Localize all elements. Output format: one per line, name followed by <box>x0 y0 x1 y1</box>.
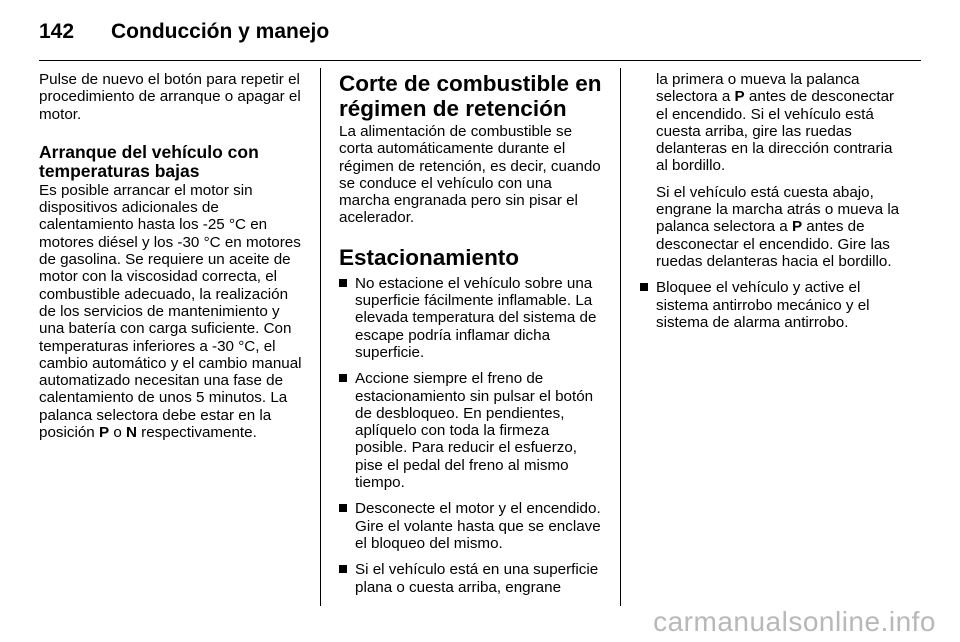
gear-p-label: P <box>791 218 803 236</box>
bullet-square-icon <box>339 565 347 573</box>
cold-start-paragraph <box>39 182 303 441</box>
list-item-text: No estacione el vehículo sobre una superficie fácilmente inflamable. La elevada temperatura del sistema de escape podría inflamar dicha superficie. <box>355 274 597 361</box>
list-item-text: Bloquee el vehículo y active el sistema antirrobo mecánico y el sistema de alarma antirrobo. <box>656 279 870 331</box>
chapter-title: Conducción y manejo <box>111 20 330 43</box>
downhill-text-1: Si el vehículo está cuesta abajo, engrane la marcha atrás o mueva la palanca selectora a <box>656 183 900 236</box>
continued-text-1: la primera o mueva la palanca selectora a <box>656 71 860 106</box>
header-rule <box>39 60 921 61</box>
list-item <box>339 500 603 552</box>
parking-heading: Estacionamiento <box>339 244 520 270</box>
downhill-paragraph <box>640 184 906 270</box>
bullet-square-icon <box>640 283 648 291</box>
parking-list <box>339 275 603 596</box>
list-item <box>339 370 603 491</box>
continued-paragraph <box>640 71 906 175</box>
continued-text-2: antes de desconectar el encendido. Si el vehículo está cuesta arriba, gire las ruedas delanteras en la dirección contraria al bordillo. <box>656 88 895 175</box>
cold-start-heading: Arranque del vehículo con temperaturas bajas <box>39 141 259 181</box>
watermark: carmanualsonline.info <box>653 606 936 637</box>
list-item-text: Accione siempre el freno de estacionamiento sin pulsar el botón de desbloqueo. En pendientes, aplíquelo con toda la firmeza posible. Para reducir el esfuerzo, pise el pedal del freno al mismo tiempo. <box>355 370 594 492</box>
gear-p-label: P <box>98 424 110 442</box>
gear-n-label: N <box>125 424 137 442</box>
fuel-cutoff-paragraph: La alimentación de combustible se corta automáticamente durante el régimen de retención, es decir, cuando se conduce el vehículo con una marcha engranada pero sin pisar el acelerador. <box>339 123 601 227</box>
column-1 <box>39 71 303 441</box>
downhill-text-2: antes de desconectar el encendido. Gire las ruedas delanteras hacia el bordillo. <box>656 218 892 270</box>
list-item <box>339 561 603 596</box>
column-3 <box>640 71 906 340</box>
list-item <box>339 275 603 361</box>
cold-start-text-2: respectivamente. <box>136 424 257 442</box>
cold-start-text-1: Es posible arrancar el motor sin dispositivos adicionales de calentamiento hasta los -25 °C en motores diésel y los -30 °C en motores de gasolina. Se requiere un aceite de motor con la viscosidad correcta, el combustible adecuado, la realización de los servicios de mantenimiento y una batería con carga suficiente. Con temperaturas inferiores a -30 °C, el cambio automático y el cambio manual automatizado necesitan una fase de calentamiento de unos 5 minutos. La palanca selectora debe estar en la posición <box>39 181 302 442</box>
column-2 <box>339 71 603 605</box>
bullet-square-icon <box>339 374 347 382</box>
bullet-square-icon <box>339 279 347 287</box>
list-item-text: Desconecte el motor y el encendido. Gire el volante hasta que se enclave el bloqueo del mismo. <box>355 500 601 552</box>
page-header <box>39 14 329 50</box>
fuel-cutoff-heading: Corte de combustible en régimen de retención <box>339 71 602 121</box>
list-item-text: Si el vehículo está en una superficie plana o cuesta arriba, engrane <box>355 561 599 596</box>
bullet-square-icon <box>339 504 347 512</box>
gear-p-label: P <box>734 88 745 106</box>
list-item <box>640 279 906 331</box>
or-text: o <box>109 424 126 442</box>
page-number: 142 <box>39 20 75 43</box>
column-divider-1 <box>320 68 321 606</box>
column-divider-2 <box>620 68 621 606</box>
antitheft-list <box>640 279 906 331</box>
intro-paragraph: Pulse de nuevo el botón para repetir el procedimiento de arranque o apagar el motor. <box>39 71 301 123</box>
